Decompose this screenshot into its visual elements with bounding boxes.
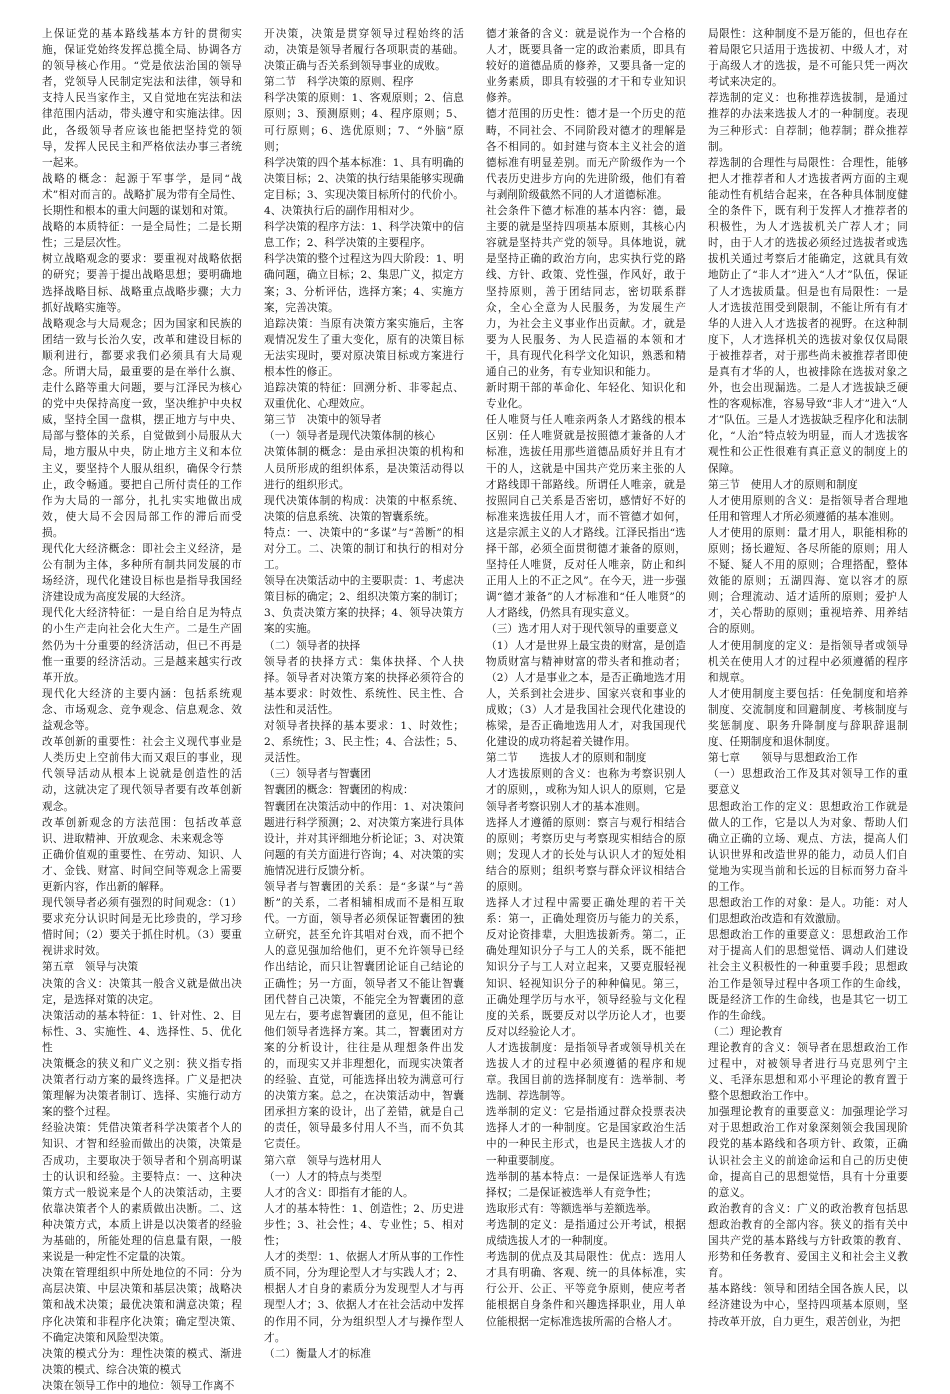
- paragraph: （二）衡量人才的标准: [264, 1347, 371, 1360]
- paragraph: 特点：一、决策中的“多谋”与“善断”的相对分工。二、决策的制订和执行的相对分工。: [264, 526, 464, 572]
- paragraph: 德才兼备的含义：就是说作为一个合格的人才，既要具备一定的政治素质，即具有较好的道德品质的修养，又要具备一定的业务素质，即具有较强的才干和专业知识修养。: [486, 28, 686, 105]
- paragraph: （二）领导者的抉择: [264, 639, 361, 652]
- paragraph: 科学决策的原则：1、客观原则；2、信息原则；3、预测原则；4、程序原则；5、可行原则；6、选优原则；7、“外脑”原则；: [264, 92, 464, 153]
- paragraph: 追踪决策：当原有决策方案实施后，主客观情况发生了重大变化，原有的决策目标无法实现时，要对原决策目标或方案进行根本性的修正。: [264, 317, 464, 378]
- paragraph: 社会条件下德才标准的基本内容：德，最主要的就是坚持四项基本原则，其核心内容就是坚持共产党的领导。具体地说，就是坚持正确的政治方向，忠实执行党的路线、方针、政策、党性强，作风好，敢于坚持原则，善于团结同志，密切联系群众，全心全意为人民服务，为发展生产力，为社会主义事业作出贡献。才，就是要为人民服务、为人民造福的本领和才干，具有现代化科学文化知识，熟悉和精通自己的业务，有专业知识和能力。: [486, 205, 686, 378]
- text-column-3: [486, 26, 686, 1334]
- paragraph: 第五章 领导与决策: [42, 961, 139, 974]
- paragraph: 荐选制的合理性与局限性：合理性，能够把人才推荐者和人才选拔者两方面的主观能动性有机结合起来，在各种具体制度健全的条件下，既有利于发挥人才推荐者的积极性，为人才选拔机关广荐人才；同时，由于人才的选拔必须经过选拔者或选拔机关通过考察后才能确定，这就具有效地防止了“非人才”进入“人才”队伍，保证了人才选拔质量。但是也有局限性：一是人才选拔范围受到限制，不能让所有有才华的人进入人才选拔者的视野。在这种制度下，人才选择机关的选拔对象仅仅局限于被推荐者，对于那些尚未被推荐者即使是真有才华的人，也被排除在选拔对象之外，也会出现漏选。二是人才选拔缺乏硬性的客观标准，容易导致“非人才”进入“人才”队伍。三是人才选拔缺乏程序化和法制化，“人治”特点较为明显，而人才选拔客观性和公正性很难有真正意义的制度上的保障。: [708, 156, 908, 475]
- paragraph: 现代化大经济特征：一是自给自足为特点的小生产走向社会化大生产。二是生产固然仍为十分重要的经济活动，但已不再是惟一重要的经济活动。三是越来越实行改革开放。: [42, 607, 242, 684]
- text-column-1: [42, 26, 242, 1392]
- paragraph: 正确价值观的重要性、在劳动、知识、人才、金钱、财富、时间空间等观念上需要更新内容，作出新的解释。: [42, 848, 242, 893]
- paragraph: 人才使用原则的含义：是指领导者合理地任用和管理人才所必须遵循的基本准则。: [708, 494, 908, 523]
- paragraph: （二）理论教育: [708, 1025, 783, 1038]
- paragraph: 领导者与智囊团的关系：是“多谋”与“善断”的关系，二者相辅相成而不是相互取代。一方面，领导者必须保证智囊团的独立研究，甚至允许其唱对台戏，而不把个人的意见强加给他们，更不允许领导已经作出结论，而只让智囊团论证自己结论的正确性；另一方面，领导者又不能让智囊团代替自己决策，不能完全为智囊团的意见左右，要考虑智囊团的意见，但不能让他们领导者选择方案。其二，智囊团对方案的分析设计，往往是从理想条件出发的，而现实又并非理想化，而现实决策者的经验、直觉，可能选择出较为满意可行的决策方案。总之，在决策活动中，智囊团承担方案的设计，出了差错，就是自己的责任，领导最多付用人不当，而不负其它责任。: [264, 880, 464, 1151]
- paragraph: 人才的基本特性：1、创造性；2、历史进步性；3、社会性；4、专业性；5、相对性；: [264, 1202, 464, 1248]
- paragraph: 决策的含义：决策其一般含义就是做出决定，是选择对策的决定。: [42, 977, 242, 1006]
- paragraph: 开决策，决策是贯穿领导过程始终的活动，决策是领导者履行各项职责的基础。决策正确与否关系到领导事业的成败。: [264, 28, 464, 73]
- paragraph: 第二节 科学决策的原则、程序: [264, 76, 414, 89]
- paragraph: 现代化大经济的主要内涵：包括系统观念、市场观念、竞争观念、信息观念、效益观念等。: [42, 687, 242, 733]
- paragraph: 决策在管理组织中所处地位的不同：分为高层决策、中层决策和基层决策；战略决策和战术决策；最优决策和满意决策；程序化决策和非程序化决策；确定型决策、不确定决策和风险型决策。: [42, 1267, 242, 1344]
- paragraph: 考选制的优点及其局限性：优点：选用人才具有明确、客观、统一的具体标准，实行公开、公正、平等竞争原则，使应考者能根据自身条件和兴趣选择职业，用人单位能根据一定标准选拔所需的合格人才。: [486, 1251, 686, 1328]
- paragraph: 思想政治工作的对象：是人。功能：对人们思想政治改造和有效激励。: [708, 897, 908, 926]
- paragraph: 选举制的定义：它是指通过群众投票表决选择人才的一种制度。它是国家政治生活中的一种民主形式，也是民主选拔人才的一种重要制度。: [486, 1106, 686, 1167]
- paragraph: 第六章 领导与选材用人: [264, 1154, 382, 1167]
- paragraph: 选举制的基本特点：一是保证选举人有选择权；二是保证被选举人有竞争性；: [486, 1170, 686, 1199]
- paragraph: 决策活动的基本特征：1、针对性、2、目标性、3、实施性、4、选择性、5、优化性: [42, 1009, 242, 1054]
- paragraph: 经验决策：凭借决策者科学决策者个人的知识、才智和经验而做出的决策，决策是否成功，主要取决于领导者和个别高明谋士的认识和经验。主要特点：一、这种决策方式一般说来是个人的决策活动，主要依靠决策者个人的素质做出决断。二、这种决策方式，本质上讲是以决策者的经验为基础的，所能处理的信息量有限，一般来说是一种定性不定量的决策。: [42, 1122, 242, 1264]
- paragraph: 新时期干部的革命化、年轻化、知识化和专业化。: [486, 382, 686, 411]
- paragraph: 智囊团的概念：智囊团的构成：: [264, 784, 414, 797]
- paragraph: 战略观念与大局观念；因为国家和民族的团结一致与长治久安，改革和建设目标的顺利进行，都要求我们必须具有大局观念。所谓大局，最重要的是在举什么旗、走什么路等重大问题，要与江泽民为核心的党中央保持高度一致，坚决维护中央权威，坚持全国一盘棋，摆正地方与中央、局部与整体的关系，自觉做到小局服从大局，地方服从中央，防止地方主义和本位主义，要坚持个人服从组织，确保令行禁止，政令畅通。要把自己所付责任的工作作为大局的一部分，扎扎实实地做出成效，使大局不会因局部工作的滞后而受损。: [42, 317, 242, 539]
- paragraph: 战略的概念：起源于军事学，是同“战术”相对而言的。战略扩展为带有全局性、长期性和根本的重大问题的谋划和对策。: [42, 172, 242, 218]
- paragraph: 现代化大经济概念：即社会主义经济，是公有制为主体，多种所有制共同发展的市场经济，现代化建设目标也是指导我国经济建设成为高度发展的大经济。: [42, 543, 242, 604]
- paragraph: 思想政治工作的定义：思想政治工作就是做人的工作，它是以人为对象、帮助人们确立正确的立场、观点、方法，提高人们认识世界和改造世界的能力，动员人们自觉地为实现当前和长远的目标而努力奋斗的工作。: [708, 800, 908, 893]
- paragraph: 人才的含义：即指有才能的人。: [264, 1186, 414, 1199]
- paragraph: 考选制的定义：是指通过公开考试，根据成绩选拔人才的一种制度。: [486, 1218, 686, 1248]
- paragraph: 人才使用的原则：量才用人，职能相称的原则；扬长避短、各尽所能的原则；用人不疑、疑人不用的原则；合理搭配，整体效能的原则；五湖四海、宽以容才的原则；合理流动、适才适所的原则；爱护人才，关心帮助的原则；重视培养、用养结合的原则。: [708, 526, 908, 636]
- paragraph: 现代决策体制的构成：决策的中枢系统、决策的信息系统、决策的智囊系统。: [264, 494, 464, 523]
- paragraph: 上保证党的基本路线基本方针的贯彻实施，保证党始终发挥总揽全局、协调各方的领导核心作用。“党是依法治国的领导者，党领导人民制定宪法和法律，领导和支持人民当家作主，又自觉地在宪法和法律范围内活动，带头遵守和实施法律。因此，各级领导者应该也能把坚持党的领导，发挥人民民主和严格依法办事三者统一起来。: [42, 28, 242, 169]
- paragraph: （三）选才用人对于现代领导的重要意义: [486, 623, 679, 636]
- paragraph: 智囊团在决策活动中的作用：1、对决策问题进行科学预测；2、对决策方案进行具体设计，并对其评细地分析论证；3、对决策问题的有关方面进行咨询；4、对决策的实施情况进行反馈分析。: [264, 800, 464, 877]
- paragraph: 加强理论教育的重要意义：加强理论学习对于思想政治工作对象深刻领会我国现阶段党的基本路线和各项方针、政策，正确认识社会主义的前途命运和自己的历史使命，提高自己的思想觉悟，具有十分重要的意义。: [708, 1106, 908, 1199]
- paragraph: 第二节 选拔人才的原则和制度: [486, 752, 647, 765]
- paragraph: （一）领导者是现代决策体制的核心: [264, 430, 436, 443]
- paragraph: 政治教育的含义：广义的政治教育包括思想政治教育的全部内容。狭义的指有关中国共产党的基本路线与方针政策的教育、形势和任务教育、爱国主义和社会主义教育。: [708, 1202, 908, 1280]
- paragraph: 决策体制的概念：是由承担决策的机构和人员所形成的组织体系，是决策活动得以进行的组织形式。: [264, 446, 464, 491]
- paragraph: 人才使用制度主要包括：任免制度和培养制度、交流制度和回避制度、考核制度与奖惩制度、职务升降制度与辞职辞退制度、任期制度和退休制度。: [708, 687, 908, 749]
- paragraph: 对领导者抉择的基本要求：1、时效性；2、系统性；3、民主性；4、合法性；5、灵活性。: [264, 720, 464, 765]
- paragraph: 第三节 决策中的领导者: [264, 414, 382, 427]
- paragraph: 现代领导者必须有强烈的时间观念：（1）要求充分认识时间是无比珍贵的，学习珍惜时间；（2）要关于抓住时机。（3）要重视讲求时效。: [42, 897, 242, 958]
- paragraph: 选择人才过程中需要正确处理的若干关系：第一，正确处理资历与能力的关系，反对论资排辈，大胆选拔新秀。第二，正确处理知识分子与工人的关系，既不能把知识分子与工人对立起来，又要克服轻视知识、轻视知识分子的种种偏见。第三，正确处理学历与水平，领导经验与文化程度的关系，既要反对以学历论人才，也要反对以经验论人才。: [486, 897, 686, 1038]
- paragraph: 人才使用制度的定义：是指领导者或领导机关在使用人才的过程中必须遵循的程序和规章。: [708, 639, 908, 684]
- paragraph: 战略的本质特征：一是全局性；二是长期性；三是层次性。: [42, 221, 242, 250]
- paragraph: 理论教育的含义：领导者在思想政治工作过程中，对被领导者进行马克思列宁主义、毛泽东思想和邓小平理论的教育置于整个思想政治工作中。: [708, 1041, 908, 1103]
- paragraph: 基本路线：领导和团结全国各族人民，以经济建设为中心，坚持四项基本原则，坚持改革开放，自力更生，艰苦创业，为把: [708, 1283, 908, 1328]
- paragraph: 领导在决策活动中的主要职责：1、考虑决策目标的确定；2、组织决策方案的制订；3、负责决策方案的抉择；4、领导决策方案的实施。: [264, 575, 464, 636]
- paragraph: 第三节 使用人才的原则和制度: [708, 478, 858, 491]
- paragraph: 思想政治工作的重要意义：思想政治工作对于提高人们的思想觉悟、调动人们建设社会主义积极性的一种重要手段；思想政治工作是领导过程中各项工作的生命线，既是经济工作的生命线，也是其它一切工作的生命线。: [708, 929, 908, 1022]
- paragraph: 科学决策的整个过程这为四大阶段：1、明确问题，确立目标；2、集思广义，拟定方案；3、分析评估，选择方案；4、实施方案，完善决策。: [264, 253, 464, 314]
- paragraph: 人才选拔制度：是指领导者或领导机关在选拔人才的过程中必须遵循的程序和规章。我国目前的选择制度有：选举制、考选制、荐选制等。: [486, 1041, 686, 1103]
- paragraph: 科学决策的程序方法：1、科学决策中的信息工作；2、科学决策的主要程序。: [264, 221, 464, 250]
- paragraph: （一）人才的特点与类型: [264, 1170, 382, 1183]
- paragraph: 改革创新观念的方法范围：包括改革意识、进取精神、开放观念、未来观念等: [42, 816, 242, 845]
- paragraph: 局限性：这种制度不是万能的，但也存在着局限它只适用于选拔初、中级人才，对于高级人才的选拔，是不可能只凭一两次考试来决定的。: [708, 28, 908, 89]
- paragraph: 荐选制的定义：也称推荐选拔制，是通过推荐的办法来选拔人才的一种制度。表现为三种形式：自荐制；他荐制；群众推荐制。: [708, 92, 908, 153]
- paragraph: 决策概念的狭义和广义之别：狭义指专指决策者行动方案的最终选择。广义是把决策理解为决策者制订、选择、实施行动方案的整个过程。: [42, 1058, 242, 1119]
- paragraph: 人才选拔原则的含义：也称为考察识别人才的原则，，或称为知人识人的原则，它是领导者考察识别人才的基本准则。: [486, 768, 686, 813]
- paragraph: 改革创新的重要性：社会主义现代事业是人类历史上空前伟大而又艰巨的事业，现代领导活动从根本上说就是创造性的活动，这就决定了现代领导者要有改革创新观念。: [42, 736, 242, 813]
- paragraph: （三）领导者与智囊团: [264, 768, 371, 781]
- paragraph: 决策的模式分为：理性决策的模式、渐进决策的模式、综合决策的模式: [42, 1347, 242, 1376]
- text-column-4: [708, 26, 908, 1334]
- paragraph: 追踪决策的特征：回溯分析、非零起点、双重优化、心理效应。: [264, 382, 464, 411]
- paragraph: 选择人才遵循的原则：察言与观行相结合的原则；考察历史与考察现实相结合的原则；发现人才的长处与认识人才的短处相结合的原则；组织考察与群众评议相结合的原则。: [486, 816, 686, 893]
- paragraph: 选取形式有：等额选举与差额选举。: [486, 1202, 658, 1215]
- paragraph: 第七章 领导与思想政治工作: [708, 752, 858, 765]
- paragraph: 决策在领导工作中的地位：领导工作离不: [42, 1379, 235, 1392]
- text-column-2: [264, 26, 464, 1360]
- paragraph: 人才的类型：1、依据人才所从事的工作性质不同，分为理论型人才与实践人才；2、根据人才自身的素质分为发现型人才与再现型人才；3、依据人才在社会活动中发挥的作用不同，分为组织型人才与操作型人才。: [264, 1251, 464, 1344]
- paragraph: 树立战略观念的要求：要重视对战略依据的研究；要善于提出战略思想；要明确地选择战略目标、战略重点战略步骤；大力抓好战略实施等。: [42, 253, 242, 314]
- paragraph: 科学决策的四个基本标准：1、具有明确的决策目标；2、决策的执行结果能够实现确定目标；3、实现决策目标所付的代价小。4、决策执行后的副作用相对少。: [264, 156, 464, 218]
- paragraph: （一）思想政治工作及其对领导工作的重要意义: [708, 768, 908, 797]
- paragraph: 任人唯贤与任人唯亲两条人才路线的根本区别：任人唯贤就是按照德才兼备的人才标准，选拔任用那些道德品质好并且有才干的人，这就是中国共产党历来主张的人才路线即干部路线。所谓任人唯亲，就是按照同自己关系是否密切，感情好不好的标准来选拔任用人才，而不管德才如何，这是宗派主义的人才路线。江泽民指出“选择干部，必须全面贯彻德才兼备的原则，坚持任人唯贤，反对任人唯亲，防止和纠正用人上的不正之风”。在今天，进一步强调“德才兼备”的人才标准和“任人唯贤”的人才路线，仍然具有现实意义。: [486, 414, 686, 620]
- paragraph: （1）人才是世界上最宝贵的财富，是创造物质财富与精神财富的带头者和推动者；（2）人才是事业之本，是否正确地选才用人，关系到社会进步、国家兴衰和事业的成败；（3）人才是我国社会现代化建设的栋梁，是否正确地选用人才，对我国现代化建设的成功将起着关键作用。: [486, 639, 686, 749]
- paragraph: 领导者的抉择方式：集体抉择、个人抉择。领导者对决策方案的抉择必须符合的基本要求：时效性、系统性、民主性、合法性和灵活性。: [264, 655, 464, 716]
- paragraph: 德才范围的历史性：德才是一个历史的范畴，不同社会、不同阶段对德才的理解是各不相同的。如封建与资本主义社会的道德标准有明显差别。而无产阶级作为一个代表历史进步方向的先进阶级，他们有着与剥削阶级截然不同的人才道德标准。: [486, 108, 686, 201]
